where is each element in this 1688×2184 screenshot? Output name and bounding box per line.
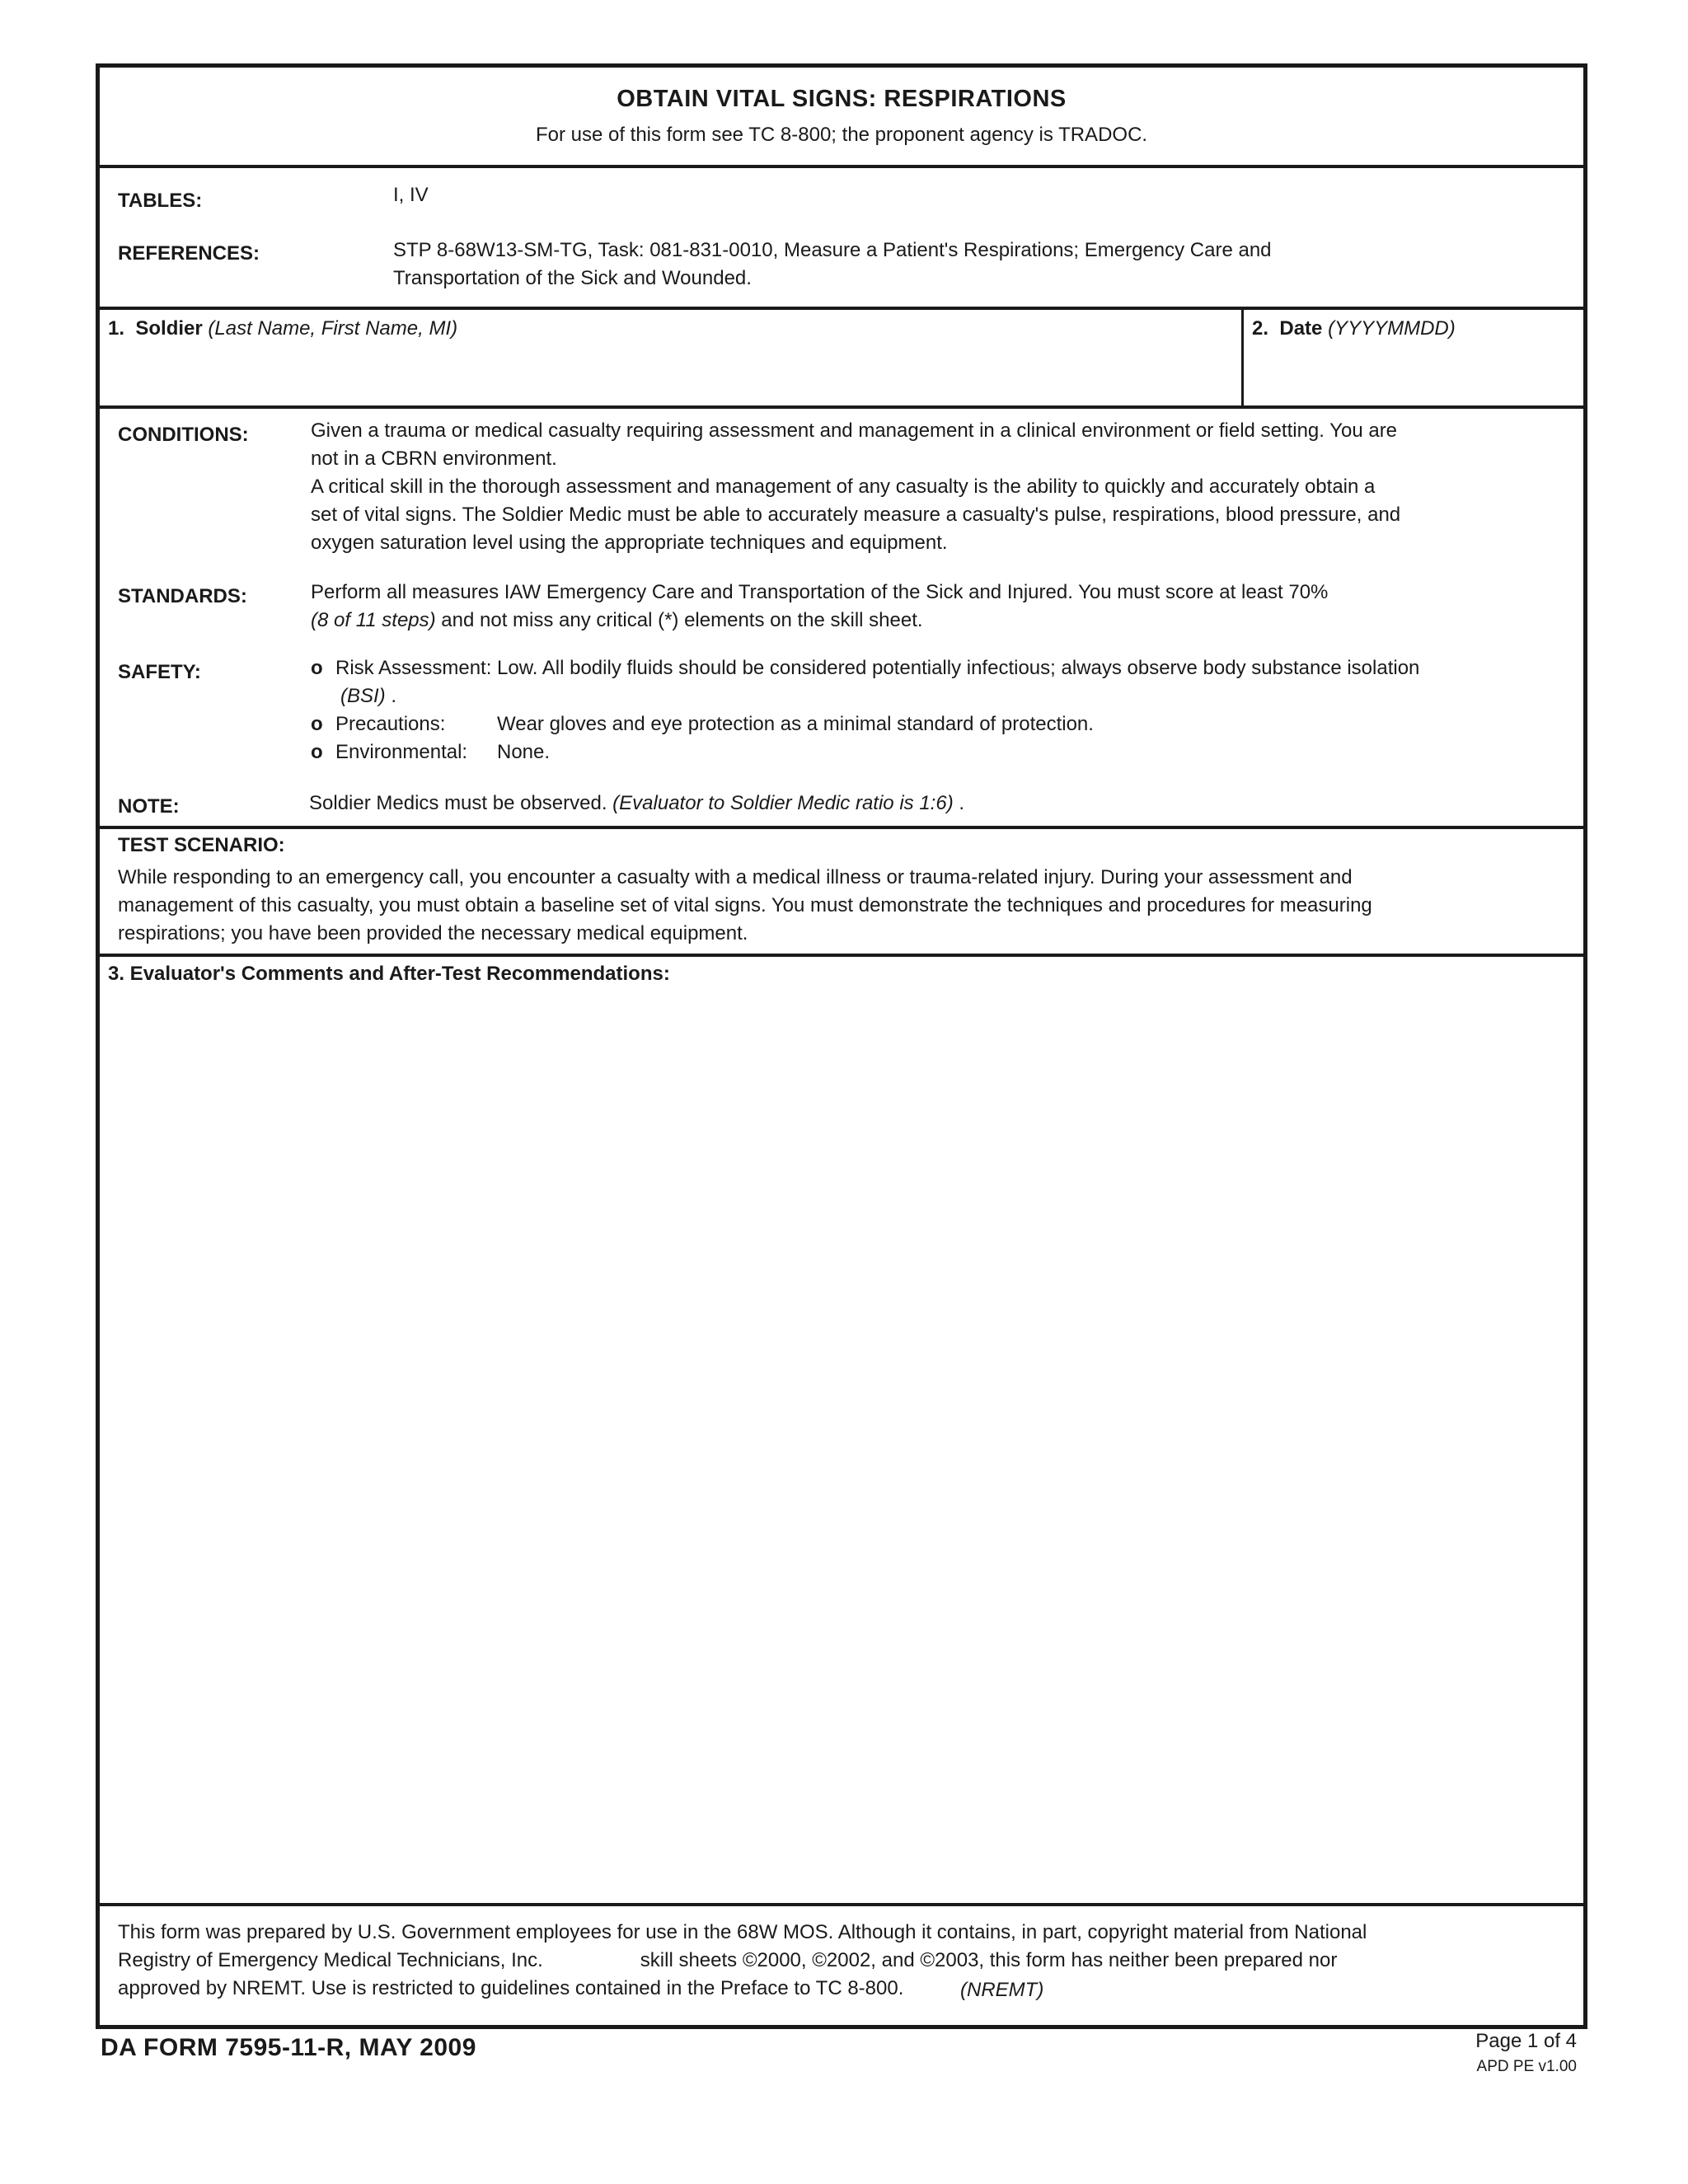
conditions-text	[311, 417, 1564, 557]
precautions-label: Precautions:	[335, 713, 446, 735]
note-ratio: (Evaluator to Soldier Medic ratio is 1:6)	[612, 792, 954, 814]
date-field-label	[1252, 315, 1456, 343]
conditions-line: A critical skill in the thorough assessment and management of any casualty is the ability to quickly and accurately obtain a	[311, 476, 1376, 498]
bullet: o	[311, 713, 323, 735]
safety-label: SAFETY:	[118, 661, 201, 683]
nremt-label: (NREMT)	[960, 1979, 1044, 2001]
comments-area[interactable]	[100, 987, 1583, 1901]
form-title: OBTAIN VITAL SIGNS: RESPIRATIONS	[617, 86, 1067, 112]
divider	[100, 405, 1583, 409]
date-label: Date	[1279, 317, 1323, 340]
note-end: .	[953, 792, 965, 814]
form-subtitle: For use of this form see TC 8-800; the proponent agency is TRADOC.	[535, 124, 1148, 146]
references-value	[393, 237, 1272, 293]
form-id: DA FORM 7595-11-R, MAY 2009	[101, 2034, 476, 2061]
conditions-line: Given a trauma or medical casualty requiring assessment and management in a clinical environment or field setting. You are	[311, 419, 1398, 442]
standards-label: STANDARDS:	[118, 585, 247, 607]
safety-text	[311, 654, 1580, 766]
page-indicator: Page 1 of 4	[1475, 2030, 1577, 2052]
date-hint: (YYYYMMDD)	[1328, 317, 1456, 340]
tables-label: TABLES:	[118, 190, 203, 212]
divider	[100, 307, 1583, 310]
standards-rest: and not miss any critical (*) elements on the skill sheet.	[435, 609, 923, 631]
disclaimer-line: approved by NREMT. Use is restricted to guidelines contained in the Preface to TC 8-800.	[118, 1977, 904, 1999]
references-line: STP 8-68W13-SM-TG, Task: 081-831-0010, Measure a Patient's Respirations; Emergency Care and	[393, 239, 1272, 261]
conditions-line: oxygen saturation level using the appropriate techniques and equipment.	[311, 532, 948, 554]
scenario-text	[118, 864, 1568, 948]
note-body: Soldier Medics must be observed.	[309, 792, 613, 814]
safety-risk	[311, 654, 1580, 682]
disclaimer-text	[118, 1919, 1568, 2003]
bsi-text: (BSI)	[340, 685, 386, 707]
divider	[100, 954, 1583, 957]
environmental-value: None.	[497, 741, 551, 763]
note-text	[309, 790, 964, 818]
field-number: 2.	[1252, 317, 1269, 340]
comments-label: 3. Evaluator's Comments and After-Test Recommendations:	[108, 963, 670, 985]
conditions-line: set of vital signs. The Soldier Medic must be able to accurately measure a casualty's pulse, respirations, blood pressure, and	[311, 504, 1401, 526]
safety-precautions	[311, 710, 1580, 738]
soldier-hint: (Last Name, First Name, MI)	[208, 317, 458, 340]
note-label: NOTE:	[118, 795, 180, 818]
safety-risk-cont	[311, 682, 1580, 710]
conditions-label: CONDITIONS:	[118, 424, 249, 446]
tables-value: I, IV	[393, 184, 429, 206]
bsi-end: .	[385, 685, 397, 707]
risk-text: Risk Assessment: Low. All bodily fluids should be considered potentially infectious; always observe body substance isolation	[335, 657, 1420, 679]
safety-environmental	[311, 738, 1580, 766]
disclaimer-part: skill sheets ©2000, ©2002, and ©2003, this form has neither been prepared nor	[640, 1949, 1338, 1971]
divider	[100, 1903, 1583, 1906]
soldier-field-label	[108, 315, 457, 343]
standards-text	[311, 579, 1564, 635]
scenario-label: TEST SCENARIO:	[118, 834, 285, 856]
standards-line	[311, 607, 1564, 635]
scenario-line: While responding to an emergency call, you encounter a casualty with a medical illness or trauma-related injury. During your assessment and	[118, 866, 1353, 888]
divider	[100, 165, 1583, 168]
form-frame	[96, 63, 1587, 2029]
scenario-line: respirations; you have been provided the necessary medical equipment.	[118, 922, 748, 944]
version-label: APD PE v1.00	[1476, 2058, 1577, 2075]
disclaimer-line	[118, 1947, 1568, 1975]
bullet: o	[311, 657, 323, 679]
environmental-label: Environmental:	[335, 741, 468, 763]
references-label: REFERENCES:	[118, 242, 260, 265]
precautions-value: Wear gloves and eye protection as a minimal standard of protection.	[497, 713, 1094, 735]
references-line: Transportation of the Sick and Wounded.	[393, 267, 752, 289]
conditions-line: not in a CBRN environment.	[311, 448, 557, 470]
standards-steps: (8 of 11 steps)	[311, 609, 436, 631]
standards-line: Perform all measures IAW Emergency Care and Transportation of the Sick and Injured. You must score at least 70%	[311, 581, 1329, 603]
scenario-line: management of this casualty, you must obtain a baseline set of vital signs. You must demonstrate the techniques and procedures for measuring	[118, 894, 1372, 916]
divider-thin	[100, 826, 1583, 829]
disclaimer-part: Registry of Emergency Medical Technicians, Inc.	[118, 1949, 543, 1971]
field-divider	[1241, 308, 1244, 407]
soldier-label: Soldier	[135, 317, 203, 340]
field-number: 1.	[108, 317, 125, 340]
disclaimer-line: This form was prepared by U.S. Government employees for use in the 68W MOS. Although it contains, in part, copyright material from National	[118, 1921, 1367, 1943]
bullet: o	[311, 741, 323, 763]
